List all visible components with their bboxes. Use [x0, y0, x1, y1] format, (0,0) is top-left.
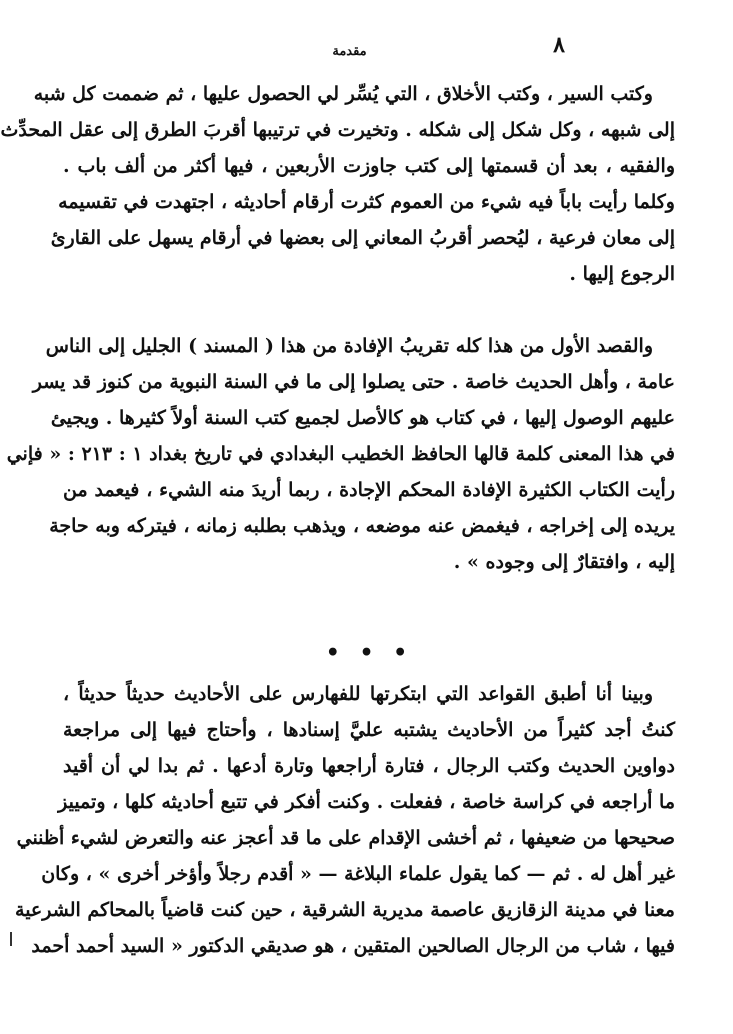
- text-line: والفقيه ، بعد أن قسمتها إلى كتب جاوزت الأربعين ، فيها أكثر من ألف باب .: [63, 155, 675, 177]
- text-line: والقصد الأول من هذا كله تقريبُ الإفادة من هذا ( المسند ) الجليل إلى الناس: [45, 335, 653, 357]
- text-line: كنتُ أجد كثيراً من الأحاديث يشتبه عليَّ إسنادها ، وأحتاج فيها إلى مراجعة: [63, 719, 675, 741]
- text-line: ما أراجعه في كراسة خاصة ، ففعلت . وكنت أفكر في تتبع أحاديثه كلها ، وتمييز: [58, 791, 675, 813]
- text-line: غير أهل له . ثم — كما يقول علماء البلاغة — « أقدم رجلاً وأؤخر أخرى » ، وكان: [41, 863, 675, 885]
- margin-mark: [10, 932, 12, 946]
- text-line: معنا في مدينة الزقازيق عاصمة مديرية الشرقية ، حين كنت قاضياً بالمحاكم الشرعية: [15, 899, 675, 921]
- paragraph-1: [0, 76, 675, 292]
- running-title: مقدمة: [332, 44, 367, 59]
- section-separator: • • •: [325, 640, 414, 666]
- text-line: إليه ، وافتقارٌ إلى وجوده » .: [453, 551, 675, 573]
- text-line: عامة ، وأهل الحديث خاصة . حتى يصلوا إلى ما في السنة النبوية من كنوز قد يسر: [32, 371, 675, 393]
- text-line: إلى شبهه ، وكل شكل إلى شكله . وتخيرت في ترتيبها أقربَ الطرق إلى عقل المحدِّث: [0, 119, 675, 141]
- text-line: الرجوع إليها .: [569, 263, 675, 285]
- text-line: وكلما رأيت باباً فيه شيء من العموم كثرت أرقام أحاديثه ، اجتهدت في تقسيمه: [58, 191, 675, 213]
- paragraph-2: [6, 328, 675, 580]
- text-line: وكتب السير ، وكتب الأخلاق ، التي يُسِّر لي الحصول عليها ، ثم ضممت كل شبه: [33, 83, 653, 105]
- paragraph-3: [15, 676, 675, 964]
- text-line: صحيحها من ضعيفها ، ثم أخشى الإقدام على ما قد أعجز عنه والتعرض لشيء أظنني: [16, 827, 675, 849]
- text-line: في هذا المعنى كلمة قالها الحافظ الخطيب البغدادي في تاريخ بغداد ١ : ٢١٣ : « فإني: [6, 443, 675, 465]
- text-line: يريده إلى إخراجه ، فيغمض عنه موضعه ، ويذهب بطلبه زمانه ، فيتركه وبه حاجة: [49, 515, 675, 537]
- text-line: رأيت الكتاب الكثيرة الإفادة المحكم الإجادة ، ربما أريدَ منه الشيء ، فيعمد من: [63, 479, 675, 501]
- text-line: عليهم الوصول إليها ، في كتاب هو كالأصل لجميع كتب السنة أولاً كثيرها . ويجيئ: [50, 407, 675, 429]
- text-line: وبينا أنا أطبق القواعد التي ابتكرتها للفهارس على الأحاديث حديثاً حديثاً ،: [63, 683, 653, 705]
- text-line: دواوين الحديث وكتب الرجال ، فتارة أراجعها وتارة أدعها . ثم بدا لي أن أقيد: [63, 755, 675, 777]
- text-line: فيها ، شاب من الرجال الصالحين المتقين ، هو صديقي الدكتور « السيد أحمد أحمد: [31, 935, 675, 957]
- page-number: ٨: [553, 32, 565, 58]
- text-line: إلى معان فرعية ، ليُحصر أقربُ المعاني إلى بعضها في أرقام يسهل على القارئ: [50, 227, 675, 249]
